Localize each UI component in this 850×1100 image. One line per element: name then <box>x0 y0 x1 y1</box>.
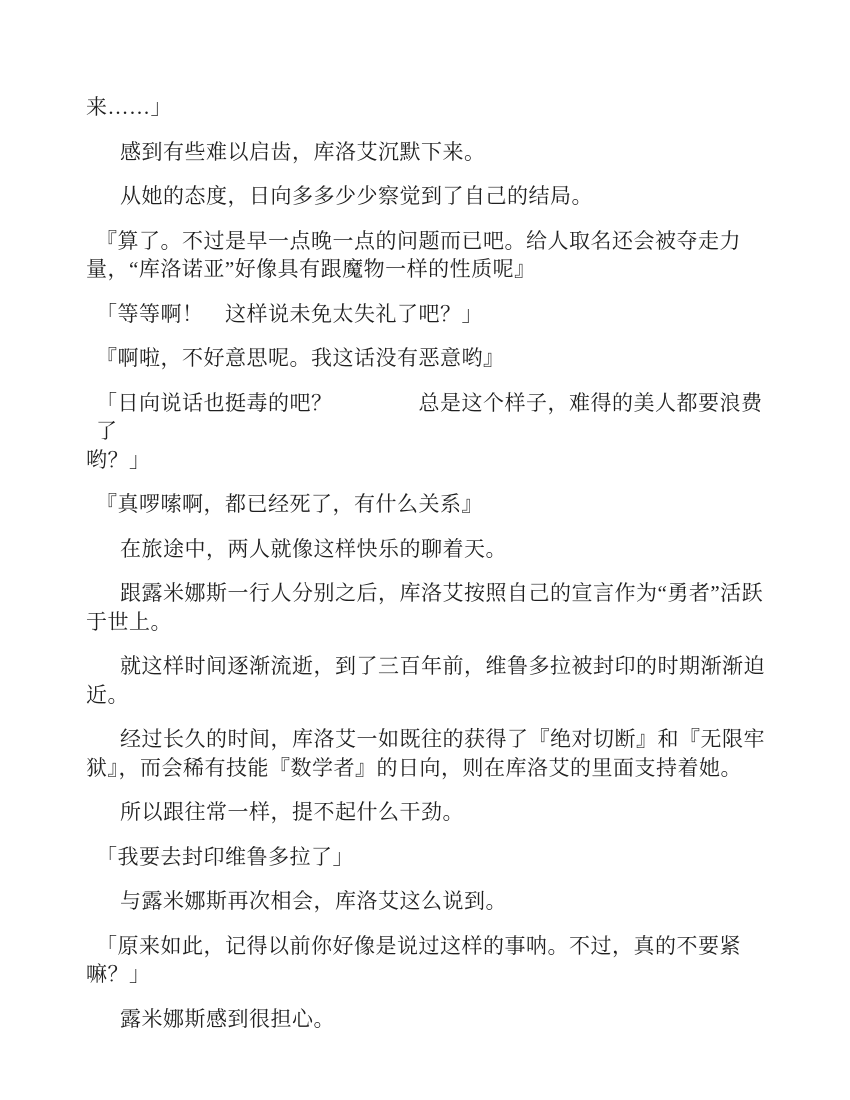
paragraph <box>86 535 766 564</box>
text-line: 『算了。不过是早一点晚一点的问题而已吧。给人取名还会被夺走力 <box>96 228 741 253</box>
text-line: 经过长久的时间，库洛艾一如既往的获得了『绝对切断』和『无限牢 <box>120 727 765 751</box>
text-line: 嘛？」 <box>86 962 151 986</box>
text-line: 于世上。 <box>86 609 172 634</box>
paragraph <box>86 138 766 167</box>
paragraph <box>86 227 766 284</box>
text-line: 来……」 <box>86 95 172 119</box>
paragraph <box>86 887 766 916</box>
text-line: 「原来如此，记得以前你好像是说过这样的事呐。不过，真的不要紧 <box>96 933 741 958</box>
paragraph <box>86 652 766 709</box>
paragraph <box>86 490 766 519</box>
text-line: 所以跟往常一样，提不起什么干劲。 <box>120 800 464 824</box>
paragraph <box>86 725 766 782</box>
text-line: 在旅途中，两人就像这样快乐的聊着天。 <box>120 536 507 561</box>
text-line: 露米娜斯感到很担心。 <box>120 1006 335 1031</box>
text-line: 近。 <box>86 682 129 707</box>
text-line: 「日向说话也挺毒的吧？ 总是这个样子，难得的美人都要浪费了 <box>96 390 763 443</box>
paragraph <box>86 579 766 636</box>
paragraph <box>86 182 766 211</box>
paragraph <box>86 389 766 475</box>
text-line: 从她的态度，日向多多少少察觉到了自己的结局。 <box>120 184 593 208</box>
text-line: 狱』，而会稀有技能『数学者』的日向，则在库洛艾的里面支持着她。 <box>86 755 742 780</box>
text-line: 『真啰嗦啊，都已经死了，有什么关系』 <box>96 492 483 516</box>
text-line: 量，“库洛诺亚”好像具有跟魔物一样的性质呢』 <box>86 257 536 281</box>
text-line: 『啊啦，不好意思呢。我这话没有恶意哟』 <box>96 346 505 370</box>
text-line: 「我要去封印维鲁多拉了」 <box>96 844 354 869</box>
paragraph <box>86 300 766 329</box>
text-line: 与露米娜斯再次相会，库洛艾这么说到。 <box>120 889 507 913</box>
paragraph <box>86 344 766 373</box>
paragraph <box>86 1005 766 1034</box>
page-text <box>86 93 766 1049</box>
paragraph <box>86 798 766 827</box>
text-line: 哟？」 <box>86 447 151 472</box>
text-line: 「等等啊！ 这样说未免太失礼了吧？」 <box>96 301 483 326</box>
paragraph <box>86 843 766 872</box>
paragraph <box>86 932 766 989</box>
text-line: 跟露米娜斯一行人分别之后，库洛艾按照自己的宣言作为“勇者”活跃 <box>120 581 764 605</box>
text-line: 感到有些难以启齿，库洛艾沉默下来。 <box>120 139 486 164</box>
paragraph <box>86 93 766 122</box>
text-line: 就这样时间逐渐流逝，到了三百年前，维鲁多拉被封印的时期渐渐迫 <box>120 654 765 678</box>
